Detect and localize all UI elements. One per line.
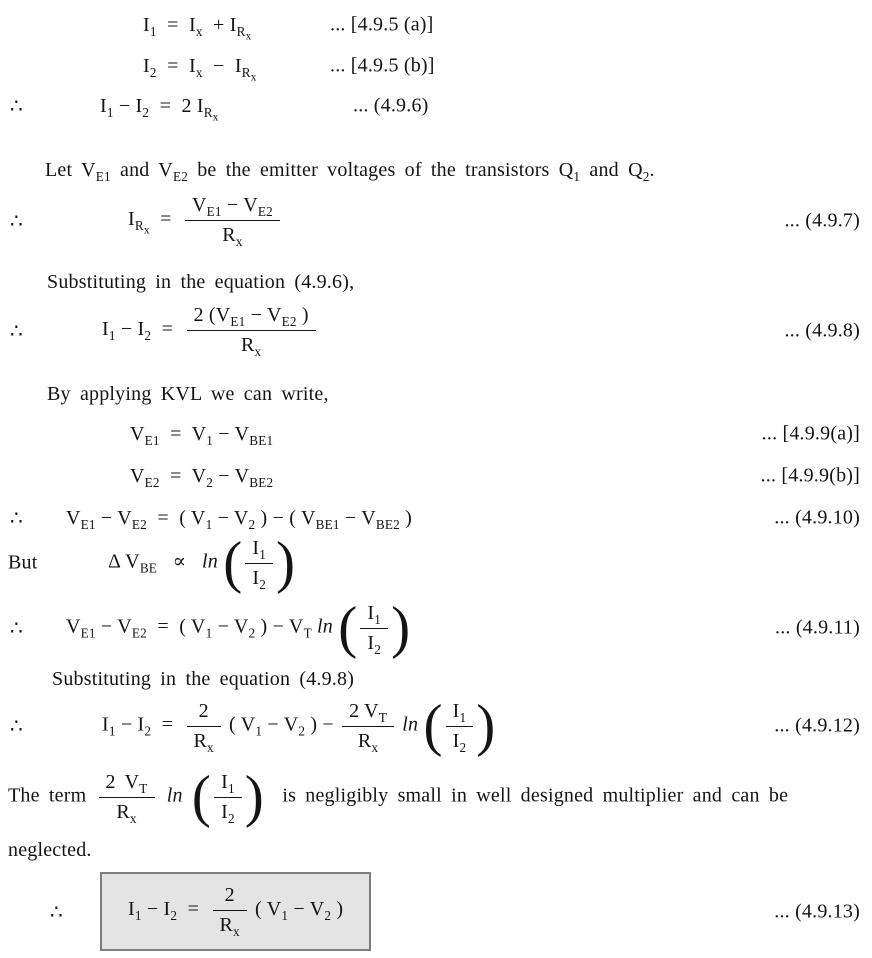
math-text: I [367,631,375,654]
equation-content [143,13,252,43]
math-subscript: BE2 [249,474,274,490]
math-text: R [241,64,251,80]
math-text: By applying KVL we can write, [47,382,329,405]
math-subscript: x [235,234,243,249]
equation-content [130,423,273,446]
equation-content [45,159,655,182]
math-text: ) [399,506,412,529]
fraction-denominator [185,221,280,247]
equation-content [66,507,412,530]
math-text: ( V [249,898,282,921]
equation-content [52,668,354,691]
math-subscript: 2 [142,104,150,120]
math-subscript: 1 [205,516,213,532]
math-text: and Q [580,158,643,181]
math-text: V [66,506,81,529]
math-text: I [128,898,135,921]
paragraph-kvl [0,381,872,407]
fraction-numerator [187,700,221,727]
fraction-numerator [99,771,155,798]
math-subscript: x [207,739,214,755]
equation-content [100,872,371,951]
equation-4-9-5a [0,12,872,43]
math-text: − I [113,94,143,117]
equation-ref: ... (4.9.6) [353,94,429,117]
fraction-denominator [360,629,388,655]
math-subscript: x [195,64,203,80]
close-paren: ) [276,530,296,595]
math-text: = I [156,54,196,77]
math-text: = V [159,422,207,445]
math-subscript: x [233,924,240,939]
math-subscript: 1 [206,432,214,448]
math-italic-ln: ln [202,550,218,573]
fraction-denominator [99,798,155,824]
math-text: − I [202,54,242,77]
math-text: = ( V [146,615,206,638]
equation-ref: ... (4.9.12) [774,714,860,737]
math-text: neglected. [8,838,92,861]
math-fraction [185,194,280,247]
equation-4-9-10 [0,505,872,531]
math-subscript: 1 [106,104,114,120]
math-subscript: BE2 [375,516,400,532]
math-italic-ln: ln [402,713,419,736]
math-text: = ( V [146,506,206,529]
therefore-marker: ∴ [10,95,23,118]
equation-ref: ... [4.9.9(a)] [761,422,860,445]
close-paren: ) [391,595,411,660]
math-subscript: x [245,30,252,43]
equation-4-9-9b [0,463,872,489]
math-subscript: x [212,111,219,124]
math-text: + I [202,13,237,36]
math-subscript [134,218,150,237]
math-text: Substituting in the equation (4.9.8) [52,667,355,690]
math-text: − V [212,506,249,529]
math-italic-ln: ln [317,615,334,638]
math-text: 2 V [349,699,379,722]
math-paren-group [223,530,296,595]
math-subscript: 2 [259,576,267,592]
math-text: − V [213,464,250,487]
math-fraction [187,700,221,753]
paren-inner [211,771,245,824]
open-paren: ( [223,530,243,595]
math-text: = [177,898,210,921]
math-text: and V [110,158,173,181]
math-subscript: 2 [206,474,214,490]
equation-content [66,595,411,660]
therefore-marker: ∴ [10,617,23,640]
math-subscript: E2 [131,516,147,532]
math-fraction [213,884,247,937]
math-text: Substituting in the equation (4.9.6), [47,270,355,293]
equation-4-9-5b [0,53,872,84]
math-text: R [116,800,130,823]
equation-4-9-8 [0,304,872,357]
math-subscript: 1 [134,908,142,924]
math-subscript: 1 [573,168,581,184]
math-text: I [252,566,260,589]
math-subscript: T [378,709,388,725]
equation-ref: ... [4.9.5 (a)] [330,13,434,36]
equation-ref: ... (4.9.8) [784,319,860,341]
paragraph-let-emitter-voltages [0,157,872,183]
equation-content [102,304,319,357]
math-subscript: 1 [459,709,467,725]
equation-ref: ... (4.9.11) [775,616,860,639]
math-text: R [219,914,234,936]
math-subscript [203,104,219,124]
math-text: I [252,536,260,559]
equation-content [47,383,329,406]
therefore-marker: ∴ [10,715,23,738]
math-text: ∝ [157,550,203,573]
math-fraction [446,700,474,753]
fraction-numerator [185,194,280,221]
paragraph-neglected [0,837,872,863]
math-text: − V [245,304,282,326]
fraction-denominator [446,727,474,753]
math-subscript: 1 [108,328,116,344]
math-text: is negligibly small in well designed multiplier and can be [263,784,789,807]
math-text: R [222,224,236,246]
fraction-numerator [245,537,273,564]
math-subscript: E2 [131,625,147,641]
math-text: − V [288,898,325,921]
math-subscript: 2 [144,328,152,344]
math-text: = 2 I [149,94,204,117]
math-subscript: 1 [255,723,263,739]
therefore-marker: ∴ [50,901,63,923]
math-subscript: 2 [144,723,152,739]
equation-ref: ... (4.9.10) [774,506,860,529]
math-text: − I [115,713,145,736]
math-text: 2 (V [193,304,231,326]
math-subscript: E1 [144,432,160,448]
paragraph-term-negligible [0,764,872,829]
math-text: = I [156,13,196,36]
math-subscript: T [303,625,312,641]
equation-ref: ... [4.9.5 (b)] [330,54,435,77]
equation-content [47,271,354,294]
math-text: I [102,713,109,736]
equation-4-9-7 [0,194,872,247]
equation-content [102,693,496,758]
paragraph-substituting-4-9-6 [0,269,872,295]
math-text: − V [212,615,249,638]
math-subscript [236,23,252,43]
math-subscript: E2 [144,474,160,490]
math-subscript: E1 [230,314,246,329]
math-subscript: E2 [257,204,273,219]
paren-inner [242,537,276,590]
math-text: = [151,318,184,341]
fraction-denominator [187,727,221,753]
math-text: Let V [45,158,96,181]
math-subscript: 2 [248,625,256,641]
math-text: Δ V [108,550,140,573]
math-fraction [99,771,155,824]
fraction-denominator [213,911,247,937]
math-subscript: x [195,23,203,39]
math-text: − V [95,615,132,638]
math-subscript: E2 [281,314,297,329]
paragraph-substituting-4-9-8 [0,666,872,692]
math-text: ) − ( V [255,506,316,529]
math-text: The term [8,784,96,807]
math-text: I [452,729,460,752]
equation-content [130,465,273,488]
math-text: ) − [305,713,340,736]
equation-4-9-11 [0,595,872,660]
math-subscript: E1 [206,204,222,219]
math-text: I [221,770,228,793]
math-subscript: E1 [80,516,96,532]
math-text: ) − V [255,615,304,638]
fraction-denominator [342,727,394,753]
math-subscript: 1 [374,611,382,627]
math-text: − V [213,422,250,445]
math-subscript: x [254,344,262,359]
math-subscript: E2 [172,168,189,184]
math-text: I [128,208,135,231]
math-text: ) [296,304,309,326]
equation-content [100,94,219,124]
math-subscript: E1 [95,168,111,184]
math-text: R [203,104,213,120]
math-fraction [187,304,316,357]
math-subscript [241,64,257,84]
math-text: . [649,158,655,181]
therefore-marker: ∴ [10,507,23,530]
math-text: 2 [224,884,235,906]
math-text: 2 [198,699,209,722]
equation-content [143,54,257,84]
open-paren: ( [423,693,443,758]
math-fraction [214,771,242,824]
equation-4-9-12 [0,693,872,758]
open-paren: ( [338,595,358,660]
math-subscript: 1 [108,723,116,739]
math-text: I [367,601,375,624]
math-subscript: 2 [298,723,306,739]
equation-content [8,764,789,829]
math-text: R [357,729,372,752]
fraction-numerator [213,884,247,911]
math-text: V [191,194,207,216]
equation-ref: ... (4.9.13) [774,900,860,922]
math-subscript: T [139,780,148,796]
math-text: − I [115,318,145,341]
math-text: R [193,729,208,752]
math-paren-group [423,693,496,758]
fraction-denominator [187,331,316,357]
math-text: V [66,615,81,638]
math-subscript: 2 [227,810,235,826]
equation-content [108,530,296,595]
therefore-marker: ∴ [10,210,23,232]
math-subscript: 2 [149,64,157,80]
math-fraction [245,537,273,590]
math-text: I [452,699,460,722]
math-text: I [100,94,107,117]
math-subscript: 2 [324,908,332,924]
math-text: I [143,54,150,77]
math-text: I [143,13,150,36]
math-text: = [149,208,182,231]
math-text: R [240,334,255,356]
fraction-numerator [342,700,394,727]
math-fraction [360,602,388,655]
equation-delta-vbe-proportional [0,530,872,595]
equation-ref: ... (4.9.7) [784,209,860,231]
math-subscript: BE1 [315,516,340,532]
math-text: 2 V [105,770,140,793]
equation-content [128,194,283,247]
math-subscript: 1 [205,625,213,641]
math-paren-group [191,764,264,829]
close-paren: ) [244,764,264,829]
fraction-numerator [187,304,316,331]
math-text: V [130,422,145,445]
math-text: = [151,713,184,736]
paren-inner [357,602,391,655]
math-text: I [221,800,228,823]
fraction-denominator [245,564,273,590]
math-subscript: 2 [642,168,650,184]
math-subscript: BE1 [249,432,274,448]
math-text: − V [339,506,376,529]
math-subscript: 2 [459,739,467,755]
math-subscript: 2 [170,908,178,924]
equation-4-9-6 [0,93,872,124]
math-subscript: x [371,739,379,755]
math-text: − I [141,898,171,921]
math-text: − V [262,713,299,736]
math-subscript: 2 [248,516,256,532]
math-subscript: E1 [80,625,96,641]
math-text: − V [221,194,258,216]
math-text [183,785,192,807]
math-paren-group [338,595,411,660]
highlight-box [100,872,371,951]
math-text: V [130,464,145,487]
math-text: ) [331,898,344,921]
but-label: But [8,551,38,574]
fraction-denominator [214,798,242,824]
math-text: be the emitter voltages of the transistors Q [188,158,574,181]
math-subscript: 2 [374,641,382,657]
math-subscript: 1 [149,23,157,39]
equation-4-9-13-boxed [0,872,872,951]
math-subscript: x [143,224,150,237]
math-subscript: 1 [227,780,235,796]
fraction-numerator [214,771,242,798]
equation-content [8,839,92,862]
close-paren: ) [476,693,496,758]
math-subscript: BE [139,560,158,576]
math-subscript: x [129,810,137,826]
math-subscript: x [250,71,257,84]
paren-inner [443,700,477,753]
math-text: = V [159,464,207,487]
fraction-numerator [360,602,388,629]
math-subscript: 1 [259,546,267,562]
math-italic-ln: ln [166,784,183,807]
therefore-marker: ∴ [10,320,23,342]
equation-ref: ... [4.9.9(b)] [760,464,860,487]
fraction-numerator [446,700,474,727]
equation-4-9-9a [0,421,872,447]
open-paren: ( [191,764,212,829]
math-text [158,785,167,807]
math-subscript: 1 [281,908,289,924]
math-text: R [236,23,246,39]
math-fraction [342,700,394,753]
math-text: I [102,318,109,341]
math-text: R [134,218,144,234]
math-text: ( V [223,713,256,736]
math-text: − V [95,506,132,529]
